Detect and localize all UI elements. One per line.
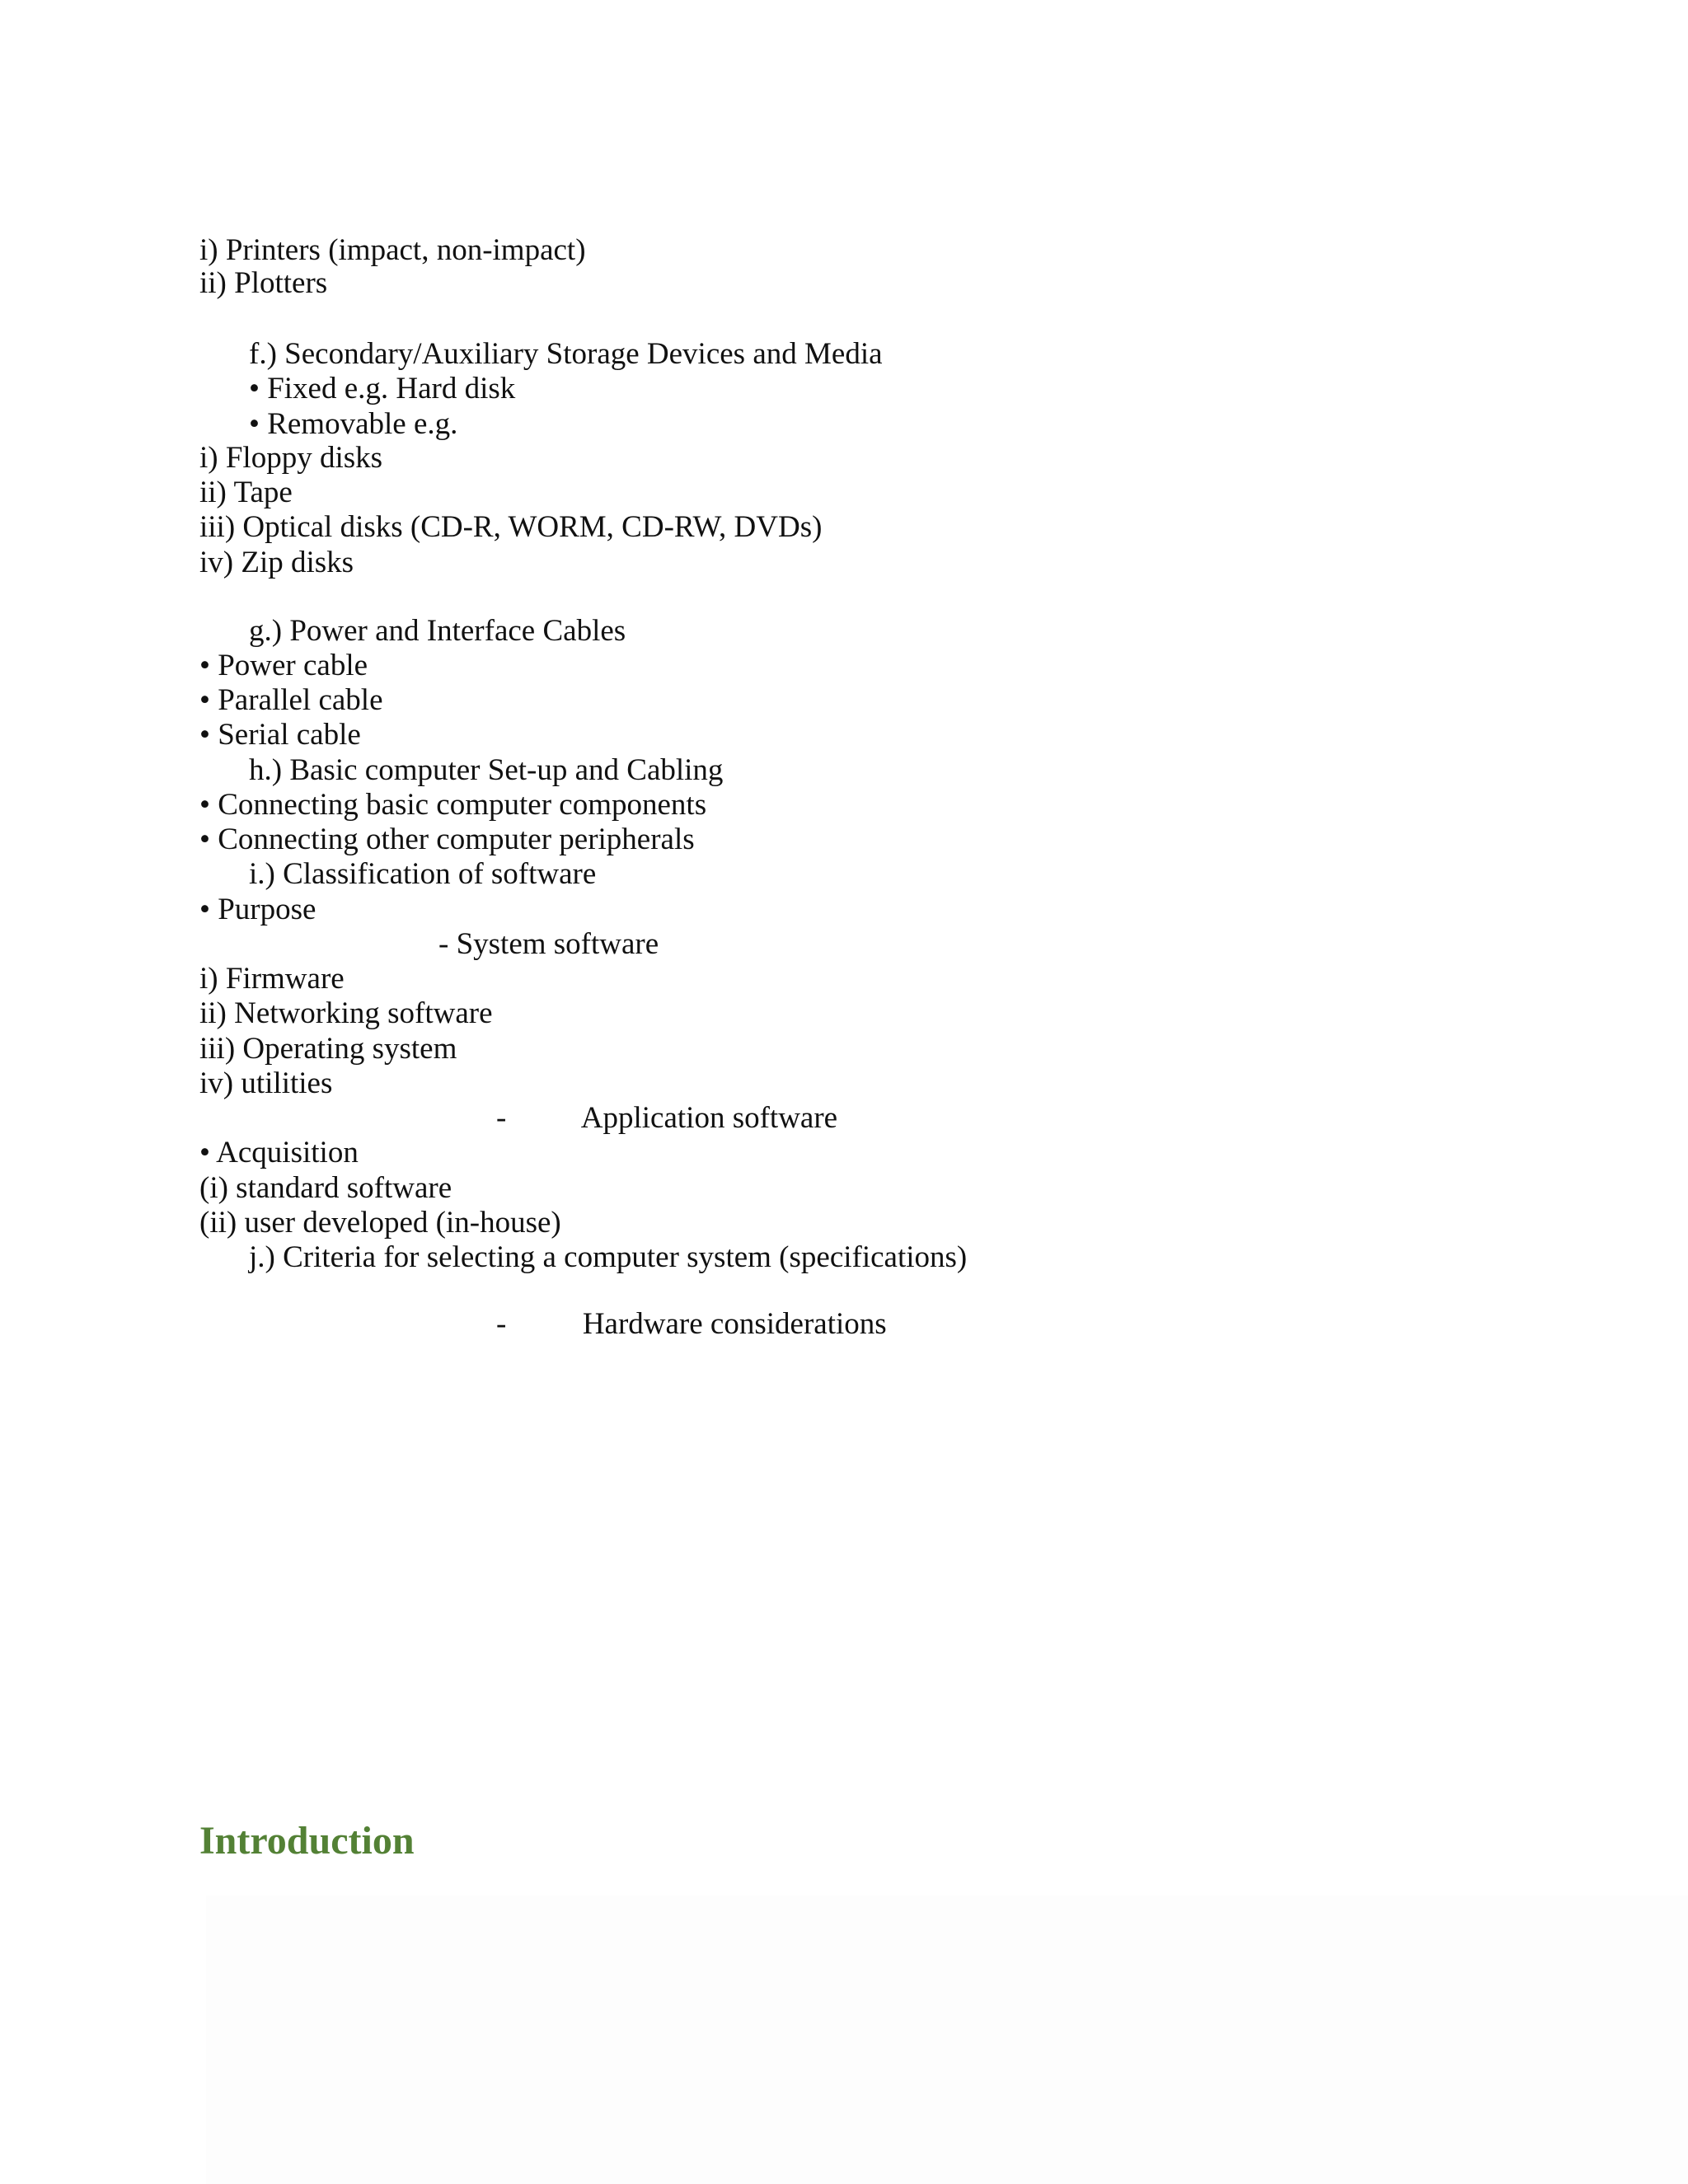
text-line: • Fixed e.g. Hard disk bbox=[249, 372, 516, 405]
text-line: • Parallel cable bbox=[199, 683, 383, 717]
text-line: ii) Plotters bbox=[199, 266, 328, 300]
text-line: - System software bbox=[438, 927, 659, 961]
text-line: iii) Operating system bbox=[199, 1032, 457, 1066]
page-bottom-shade bbox=[206, 1896, 1688, 2184]
section-heading-f: f.) Secondary/Auxiliary Storage Devices and Media bbox=[249, 337, 883, 371]
text-line: • Purpose bbox=[199, 893, 316, 926]
section-heading-g: g.) Power and Interface Cables bbox=[249, 614, 626, 648]
text-line: i) Firmware bbox=[199, 962, 345, 996]
text-line: iv) Zip disks bbox=[199, 546, 354, 579]
section-heading-i: i.) Classification of software bbox=[249, 857, 597, 891]
text-line: iv) utilities bbox=[199, 1066, 333, 1100]
text-line: • Removable e.g. bbox=[249, 407, 458, 441]
text-line: i) Floppy disks bbox=[199, 441, 383, 475]
text-line: (i) standard software bbox=[199, 1171, 452, 1205]
text-line: - Application software bbox=[496, 1101, 838, 1135]
section-heading-h: h.) Basic computer Set-up and Cabling bbox=[249, 753, 724, 787]
text-line: • Connecting other computer peripherals bbox=[199, 823, 695, 856]
text-line: ii) Tape bbox=[199, 476, 293, 509]
text-line: • Acquisition bbox=[199, 1136, 359, 1169]
text-line: • Power cable bbox=[199, 649, 368, 682]
section-heading-j: j.) Criteria for selecting a computer system (specifications) bbox=[249, 1240, 968, 1274]
text-line: iii) Optical disks (CD-R, WORM, CD-RW, DVDs) bbox=[199, 510, 823, 544]
text-line: i) Printers (impact, non-impact) bbox=[199, 233, 586, 267]
text-line: - Hardware considerations bbox=[496, 1307, 887, 1341]
text-line: ii) Networking software bbox=[199, 996, 493, 1030]
text-line: • Serial cable bbox=[199, 718, 361, 752]
introduction-heading: Introduction bbox=[199, 1819, 415, 1863]
text-line: (ii) user developed (in-house) bbox=[199, 1206, 561, 1240]
text-line: • Connecting basic computer components bbox=[199, 788, 707, 822]
